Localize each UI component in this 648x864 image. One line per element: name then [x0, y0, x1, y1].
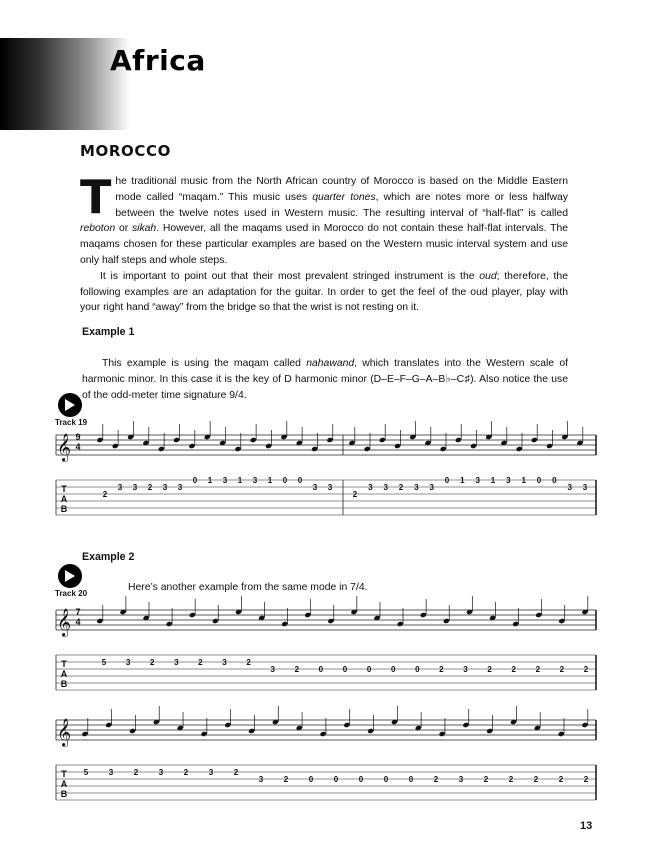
tab-number: 2 [233, 768, 239, 777]
tab-number: 3 [208, 768, 214, 777]
tab-number: 2 [535, 665, 541, 674]
tab-number: 3 [475, 476, 480, 485]
tab-letter: T [61, 659, 67, 669]
tab-number: 0 [333, 775, 339, 784]
tab-number: 3 [252, 476, 258, 485]
example-2-text: Here’s another example from the same mode in 7/4. [128, 582, 368, 593]
tab-number: 3 [368, 483, 373, 492]
treble-clef-icon: 𝄞 [56, 609, 72, 636]
tab-number: 2 [147, 483, 153, 492]
treble-clef-icon: 𝄞 [56, 719, 72, 746]
tab-letter: B [60, 679, 68, 689]
tab-number: 1 [490, 476, 496, 485]
drop-cap: T [80, 170, 112, 224]
tab-number: 2 [583, 665, 589, 674]
example-2-title: Example 2 [82, 551, 135, 563]
tab-number: 2 [558, 775, 564, 784]
tab-number: 2 [533, 775, 539, 784]
tab-number: 5 [101, 658, 107, 667]
tab-number: 1 [237, 476, 243, 485]
tab-letter: B [60, 789, 68, 799]
tab-number: 3 [582, 483, 588, 492]
tab-number: 2 [511, 665, 516, 674]
tab-number: 3 [222, 658, 227, 667]
tab-number: 3 [125, 658, 131, 667]
score-systems [56, 421, 596, 800]
tab-letter: A [60, 779, 68, 789]
tab-number: 3 [158, 768, 164, 777]
tab-number: 1 [267, 476, 273, 485]
treble-clef-icon: 𝄞 [56, 434, 72, 461]
chapter-title: Africa [110, 44, 206, 77]
tab-number: 3 [222, 476, 228, 485]
tab-number: 3 [174, 658, 179, 667]
tab-number: 2 [283, 775, 289, 784]
tab-letter: B [60, 504, 68, 514]
example-1-text: This example is using the maqam called nahawand, which translates into the Western scale of harmonic minor. In this case it is the key of D harmonic minor (D–E–F–G–A–B♭–C♯). Also notice the use of the odd-meter time signature 9/4. [82, 358, 568, 401]
tab-number: 2 [149, 658, 155, 667]
tab-number: 3 [162, 483, 168, 492]
tab-number: 2 [483, 775, 489, 784]
tab-number: 3 [177, 483, 183, 492]
tab-number: 3 [270, 665, 275, 674]
tab-number: 2 [583, 775, 589, 784]
tab-number: 2 [439, 665, 444, 674]
tab-number: 2 [433, 775, 439, 784]
tab-number: 1 [521, 476, 526, 485]
time-signature-bottom: 4 [75, 442, 81, 452]
tab-number: 2 [183, 768, 189, 777]
tab-number: 5 [83, 768, 89, 777]
time-signature-top: 9 [75, 432, 81, 442]
tab-number: 3 [327, 483, 333, 492]
tab-number: 3 [117, 483, 123, 492]
tab-number: 3 [312, 483, 318, 492]
tab-number: 0 [358, 775, 364, 784]
tab-number: 0 [308, 775, 314, 784]
tab-number: 2 [508, 775, 514, 784]
tab-number: 3 [506, 476, 511, 485]
tab-number: 1 [460, 476, 465, 485]
tab-number: 3 [132, 483, 138, 492]
tab-number: 0 [408, 775, 414, 784]
tab-number: 3 [414, 483, 419, 492]
tab-number: 2 [352, 490, 358, 499]
tab-number: 0 [192, 476, 198, 485]
tab-number: 2 [246, 658, 251, 667]
intro-paragraph-2: It is important to point out that their most prevalent stringed instrument is the oud; therefore, the following examples are an adaptation for the guitar. In order to get the feel of the oud player, play with your right hand “away” from the bridge so that the wrist is not resting on it. [80, 270, 568, 314]
tab-number: 0 [282, 476, 288, 485]
intro-paragraph-1-text: he traditional music from the North African country of Morocco is based on the Middle Eastern mode called “maqam.” This music uses quarter tones, which are notes more or less halfway between the twelve notes used in Western music. The resulting interval of “half-flat” is called reboton or sikah. However, all the maqams used in Morocco do not contain these half-flat intervals. The maqams chosen for these particular examples are based on the Western music interval system and use only half steps and whole steps. [80, 176, 569, 266]
tab-letter: T [61, 769, 67, 779]
tab-number: 0 [444, 476, 450, 485]
tab-number: 3 [383, 483, 388, 492]
tab-number: 3 [463, 665, 468, 674]
tab-letter: T [61, 484, 67, 494]
tab-number: 2 [487, 665, 492, 674]
tab-number: 3 [429, 483, 434, 492]
page-number: 13 [580, 820, 593, 832]
tab-number: 0 [536, 476, 542, 485]
tab-letter: A [60, 669, 68, 679]
time-signature-bottom: 4 [75, 617, 81, 627]
tab-number: 2 [198, 658, 203, 667]
tab-number: 0 [297, 476, 303, 485]
track-20-label: Track 20 [55, 589, 88, 598]
tab-number: 0 [366, 665, 372, 674]
tab-letter: A [60, 494, 68, 504]
example-1-title: Example 1 [82, 326, 135, 338]
tab-number: 0 [552, 476, 557, 485]
tab-number: 0 [415, 665, 420, 674]
tab-number: 0 [318, 665, 324, 674]
tab-number: 0 [342, 665, 348, 674]
tab-number: 2 [559, 665, 565, 674]
tab-number: 2 [294, 665, 300, 674]
tab-number: 3 [258, 775, 264, 784]
section-title: MOROCCO [80, 142, 171, 160]
track-19-label: Track 19 [55, 418, 88, 427]
time-signature-top: 7 [75, 607, 81, 617]
tab-number: 3 [108, 768, 114, 777]
tab-number: 0 [383, 775, 389, 784]
tab-number: 1 [207, 476, 213, 485]
tab-number: 2 [133, 768, 139, 777]
tab-number: 3 [567, 483, 572, 492]
tab-number: 0 [390, 665, 396, 674]
tab-number: 2 [102, 490, 108, 499]
tab-number: 3 [458, 775, 464, 784]
tab-number: 2 [398, 483, 404, 492]
